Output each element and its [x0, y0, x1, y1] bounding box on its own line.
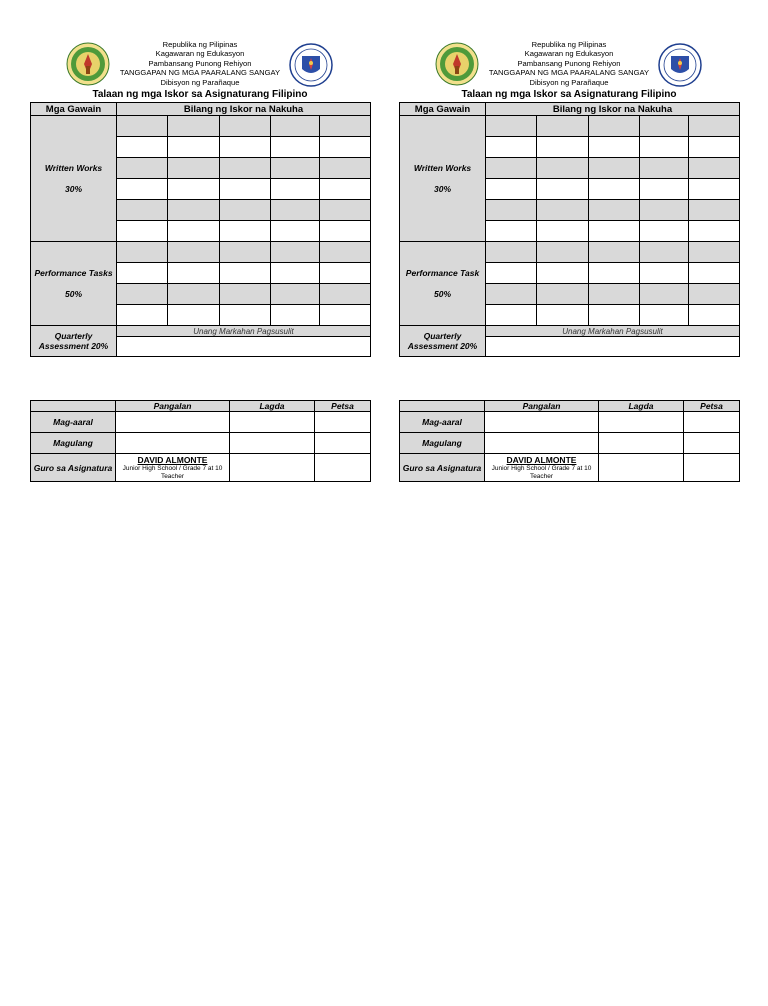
- performance-tasks-label: Performance Tasks 50%: [31, 242, 117, 326]
- signature-cell[interactable]: [599, 412, 684, 433]
- score-cell[interactable]: [271, 221, 320, 242]
- score-card-left: [30, 38, 370, 482]
- score-cell[interactable]: [220, 158, 271, 179]
- score-cell[interactable]: [486, 284, 537, 305]
- score-cell[interactable]: [486, 158, 537, 179]
- score-cell[interactable]: [689, 200, 740, 221]
- quarterly-score-cell[interactable]: [486, 337, 740, 357]
- score-cell[interactable]: [117, 137, 168, 158]
- teacher-name-cell: [116, 454, 230, 482]
- signature-cell[interactable]: [599, 454, 684, 482]
- score-cell[interactable]: [168, 137, 220, 158]
- header-line: Dibisyon ng Parañaque: [160, 77, 240, 87]
- score-cell[interactable]: [320, 158, 371, 179]
- score-cell[interactable]: [220, 242, 271, 263]
- signature-table: [399, 400, 740, 482]
- page-title: Talaan ng mga Iskor sa Asignaturang Filipino: [461, 89, 677, 100]
- sig-row-student: Mag-aaral: [31, 412, 116, 433]
- score-cell[interactable]: [640, 221, 689, 242]
- header-line: Kagawaran ng Edukasyon: [155, 49, 245, 59]
- score-cell[interactable]: [117, 221, 168, 242]
- score-cell[interactable]: [640, 158, 689, 179]
- score-cell[interactable]: [689, 158, 740, 179]
- score-cell[interactable]: [689, 284, 740, 305]
- quarterly-exam-note: Unang Markahan Pagsusulit: [486, 326, 740, 337]
- score-cell[interactable]: [117, 305, 168, 326]
- score-cell[interactable]: [168, 305, 220, 326]
- score-cell[interactable]: [589, 221, 640, 242]
- score-cell[interactable]: [320, 221, 371, 242]
- score-cell[interactable]: [589, 116, 640, 137]
- score-cell[interactable]: [589, 284, 640, 305]
- score-cell[interactable]: [271, 242, 320, 263]
- signature-cell[interactable]: [230, 454, 315, 482]
- score-cell[interactable]: [168, 179, 220, 200]
- deped-seal-icon: [658, 43, 702, 87]
- header-line: TANGGAPAN NG MGA PAARALANG SANGAY: [488, 68, 650, 78]
- score-cell[interactable]: [640, 242, 689, 263]
- score-cell[interactable]: [320, 305, 371, 326]
- name-cell[interactable]: [116, 412, 230, 433]
- score-cell[interactable]: [220, 179, 271, 200]
- score-cell[interactable]: [589, 158, 640, 179]
- score-cell[interactable]: [689, 179, 740, 200]
- score-cell[interactable]: [320, 263, 371, 284]
- score-cell[interactable]: [689, 221, 740, 242]
- quarterly-assessment-label: Quarterly Assessment 20%: [400, 326, 486, 357]
- col-header-scores: Bilang ng Iskor na Nakuha: [486, 103, 740, 116]
- teacher-position: Junior High School / Grade 7 at 10 Teacher: [122, 465, 223, 480]
- score-cell[interactable]: [486, 242, 537, 263]
- sig-row-teacher: Guro sa Asignatura: [31, 454, 116, 482]
- score-cell[interactable]: [220, 116, 271, 137]
- score-cell[interactable]: [220, 305, 271, 326]
- score-cell[interactable]: [537, 137, 589, 158]
- score-cell[interactable]: [537, 200, 589, 221]
- score-table: [399, 102, 740, 357]
- sig-header-signature: Lagda: [599, 401, 684, 412]
- col-header-scores: Bilang ng Iskor na Nakuha: [117, 103, 371, 116]
- col-header-activity: Mga Gawain: [400, 103, 486, 116]
- score-cell[interactable]: [689, 137, 740, 158]
- score-cell[interactable]: [640, 179, 689, 200]
- score-cell[interactable]: [689, 116, 740, 137]
- score-cell[interactable]: [486, 116, 537, 137]
- score-cell[interactable]: [117, 158, 168, 179]
- score-cell[interactable]: [320, 200, 371, 221]
- date-cell[interactable]: [684, 412, 740, 433]
- score-cell[interactable]: [320, 137, 371, 158]
- sig-row-parent: Magulang: [400, 433, 485, 454]
- sig-header-date: Petsa: [684, 401, 740, 412]
- written-works-label: Written Works 30%: [400, 116, 486, 242]
- score-cell[interactable]: [117, 284, 168, 305]
- score-cell[interactable]: [640, 116, 689, 137]
- sig-row-student: Mag-aaral: [400, 412, 485, 433]
- score-cell[interactable]: [117, 200, 168, 221]
- teacher-name: DAVID ALMONTE: [506, 455, 577, 465]
- score-cell[interactable]: [168, 158, 220, 179]
- score-card-right: [399, 38, 739, 482]
- score-cell[interactable]: [640, 137, 689, 158]
- score-cell[interactable]: [640, 284, 689, 305]
- sig-header-blank: [400, 401, 485, 412]
- teacher-position: Junior High School / Grade 7 at 10 Teacher: [491, 465, 592, 480]
- score-cell[interactable]: [589, 200, 640, 221]
- page-title: Talaan ng mga Iskor sa Asignaturang Filipino: [92, 89, 308, 100]
- score-cell[interactable]: [486, 137, 537, 158]
- header-line: Republika ng Pilipinas: [531, 40, 607, 49]
- score-cell[interactable]: [537, 263, 589, 284]
- score-cell[interactable]: [117, 263, 168, 284]
- score-cell[interactable]: [640, 200, 689, 221]
- score-cell[interactable]: [220, 221, 271, 242]
- teacher-name-cell: [485, 454, 599, 482]
- score-cell[interactable]: [689, 242, 740, 263]
- score-cell[interactable]: [486, 263, 537, 284]
- score-cell[interactable]: [537, 221, 589, 242]
- score-cell[interactable]: [537, 284, 589, 305]
- score-cell[interactable]: [220, 263, 271, 284]
- quarterly-assessment-label: Quarterly Assessment 20%: [31, 326, 117, 357]
- score-cell[interactable]: [168, 242, 220, 263]
- sig-header-blank: [31, 401, 116, 412]
- score-cell[interactable]: [537, 305, 589, 326]
- score-cell[interactable]: [320, 284, 371, 305]
- score-cell[interactable]: [589, 263, 640, 284]
- written-works-label: Written Works 30%: [31, 116, 117, 242]
- score-cell[interactable]: [117, 242, 168, 263]
- name-cell[interactable]: [485, 433, 599, 454]
- sig-header-date: Petsa: [315, 401, 371, 412]
- date-cell[interactable]: [315, 454, 371, 482]
- score-cell[interactable]: [271, 158, 320, 179]
- score-cell[interactable]: [640, 305, 689, 326]
- sig-header-signature: Lagda: [230, 401, 315, 412]
- sig-row-teacher: Guro sa Asignatura: [400, 454, 485, 482]
- score-cell[interactable]: [168, 116, 220, 137]
- score-cell[interactable]: [589, 137, 640, 158]
- header-line: Pambansang Punong Rehiyon: [148, 58, 252, 68]
- score-cell[interactable]: [220, 200, 271, 221]
- score-cell[interactable]: [589, 179, 640, 200]
- score-cell[interactable]: [271, 284, 320, 305]
- score-cell[interactable]: [117, 179, 168, 200]
- quarterly-exam-note: Unang Markahan Pagsusulit: [117, 326, 371, 337]
- header-line: Kagawaran ng Edukasyon: [524, 49, 614, 59]
- deped-seal-icon: [289, 43, 333, 87]
- score-cell[interactable]: [320, 179, 371, 200]
- score-cell[interactable]: [486, 305, 537, 326]
- score-cell[interactable]: [486, 179, 537, 200]
- date-cell[interactable]: [315, 433, 371, 454]
- score-cell[interactable]: [320, 242, 371, 263]
- header-line: TANGGAPAN NG MGA PAARALANG SANGAY: [119, 68, 281, 78]
- name-cell[interactable]: [485, 412, 599, 433]
- letterhead: [30, 38, 370, 88]
- score-cell[interactable]: [168, 284, 220, 305]
- date-cell[interactable]: [684, 433, 740, 454]
- score-table: [30, 102, 371, 357]
- performance-tasks-label: Performance Task 50%: [400, 242, 486, 326]
- score-cell[interactable]: [537, 158, 589, 179]
- score-cell[interactable]: [271, 137, 320, 158]
- sig-header-name: Pangalan: [116, 401, 230, 412]
- score-cell[interactable]: [168, 221, 220, 242]
- score-cell[interactable]: [640, 263, 689, 284]
- score-cell[interactable]: [271, 200, 320, 221]
- date-cell[interactable]: [315, 412, 371, 433]
- signature-cell[interactable]: [599, 433, 684, 454]
- signature-table: [30, 400, 371, 482]
- signature-cell[interactable]: [230, 412, 315, 433]
- header-line: Dibisyon ng Parañaque: [529, 77, 609, 87]
- score-cell[interactable]: [220, 284, 271, 305]
- score-cell[interactable]: [589, 242, 640, 263]
- header-line: Republika ng Pilipinas: [162, 40, 238, 49]
- date-cell[interactable]: [684, 454, 740, 482]
- sig-row-parent: Magulang: [31, 433, 116, 454]
- score-cell[interactable]: [271, 263, 320, 284]
- score-cell[interactable]: [168, 200, 220, 221]
- score-cell[interactable]: [271, 179, 320, 200]
- score-cell[interactable]: [271, 305, 320, 326]
- quarterly-score-cell[interactable]: [117, 337, 371, 357]
- score-cell[interactable]: [271, 116, 320, 137]
- score-cell[interactable]: [537, 242, 589, 263]
- score-cell[interactable]: [117, 116, 168, 137]
- header-line: Pambansang Punong Rehiyon: [517, 58, 621, 68]
- sig-header-name: Pangalan: [485, 401, 599, 412]
- score-cell[interactable]: [589, 305, 640, 326]
- score-cell[interactable]: [486, 221, 537, 242]
- score-cell[interactable]: [220, 137, 271, 158]
- score-cell[interactable]: [486, 200, 537, 221]
- col-header-activity: Mga Gawain: [31, 103, 117, 116]
- score-cell[interactable]: [689, 263, 740, 284]
- score-cell[interactable]: [168, 263, 220, 284]
- teacher-name: DAVID ALMONTE: [137, 455, 208, 465]
- letterhead: [399, 38, 739, 88]
- name-cell[interactable]: [116, 433, 230, 454]
- score-cell[interactable]: [537, 179, 589, 200]
- score-cell[interactable]: [689, 305, 740, 326]
- signature-cell[interactable]: [230, 433, 315, 454]
- score-cell[interactable]: [537, 116, 589, 137]
- score-cell[interactable]: [320, 116, 371, 137]
